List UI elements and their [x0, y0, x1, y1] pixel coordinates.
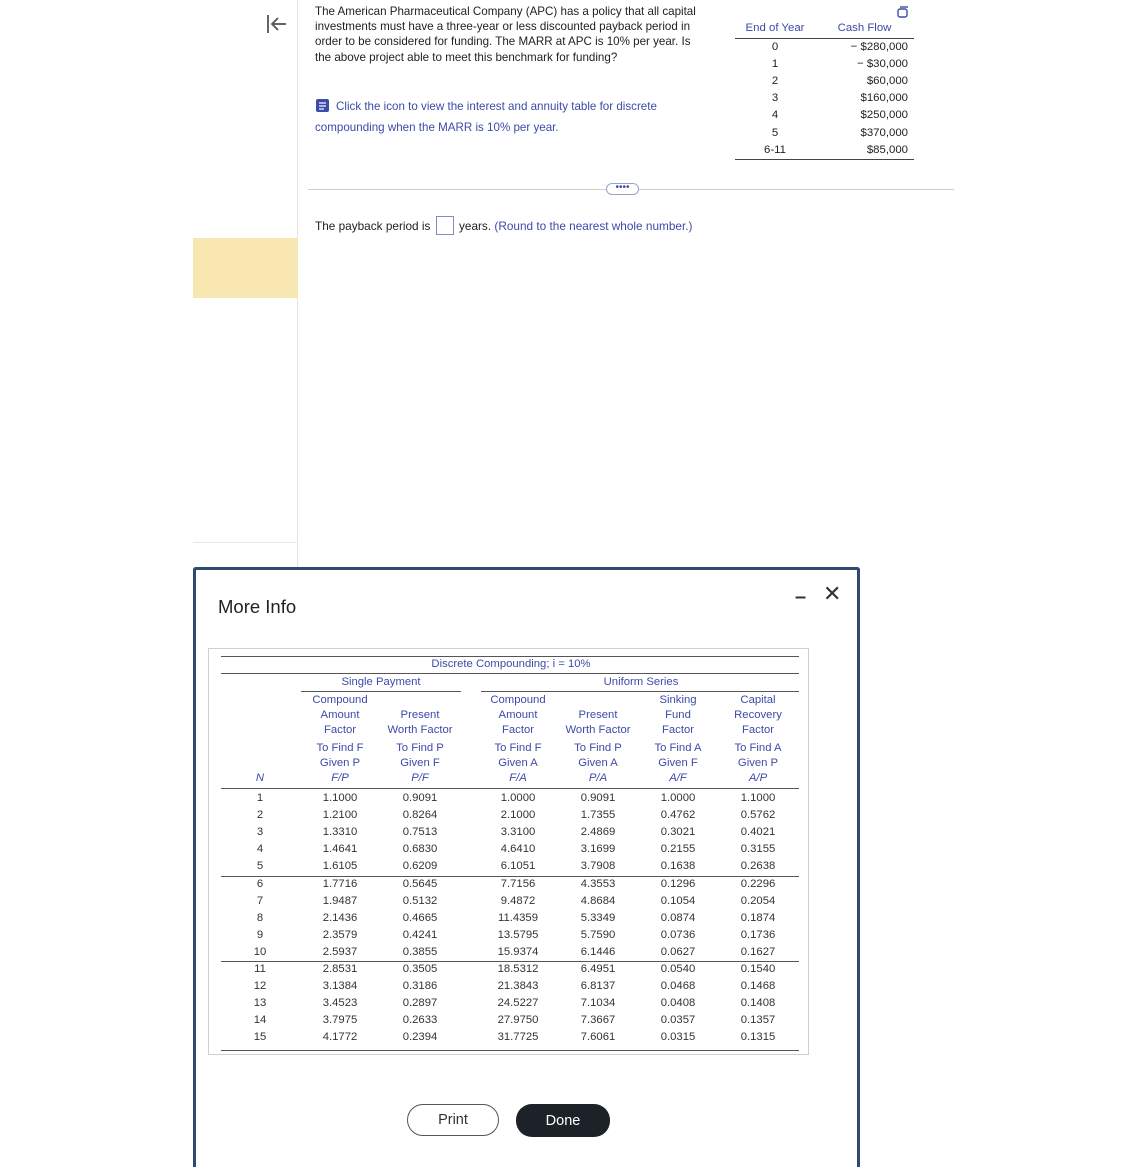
column-find: Given A	[498, 757, 538, 770]
table-cell: 0.1054	[660, 894, 696, 907]
table-cell: 7.7156	[500, 877, 536, 890]
table-cell: 3.4523	[322, 997, 358, 1010]
table-n-cell: 3	[256, 826, 264, 839]
answer-suffix: years.	[458, 219, 492, 233]
table-cell: 27.9750	[497, 1014, 539, 1027]
table-n-cell: 12	[253, 980, 267, 993]
cf-row	[735, 38, 914, 56]
column-name: Compound	[490, 694, 546, 706]
table-cell: 2.4869	[580, 826, 616, 839]
table-cell: 0.2394	[402, 1031, 438, 1044]
table-cell: 2.5937	[322, 945, 358, 958]
payback-period-input[interactable]	[436, 216, 454, 235]
table-cell: 6.8137	[580, 980, 616, 993]
table-cell: 0.0315	[660, 1031, 696, 1044]
cf-amount: $60,000	[866, 74, 908, 87]
group-uniform-series: Uniform Series	[603, 676, 679, 688]
collapse-left-icon[interactable]	[262, 10, 290, 38]
table-n-cell: 1	[256, 792, 264, 804]
table-cell: 0.9091	[402, 792, 438, 804]
column-name: Present	[400, 709, 440, 721]
answer-hint: (Round to the nearest whole number.)	[494, 219, 693, 233]
table-cell: 0.0736	[660, 928, 696, 941]
table-cell: 1.3310	[322, 826, 358, 839]
table-cell: 0.0874	[660, 911, 696, 924]
question-text: The American Pharmaceutical Company (APC) has a policy that all capital investments must have a three-year or less discounted payback period in order to be considered for funding. The MARR at APC is 10% per year. Is the above project able to meet this benchmark for funding?	[315, 5, 696, 64]
table-cell: 1.2100	[322, 809, 358, 822]
table-cell: 4.3553	[580, 877, 616, 890]
table-cell: 21.3843	[497, 980, 539, 993]
table-title: Discrete Compounding; i = 10%	[431, 658, 591, 670]
minimize-button[interactable]: –	[795, 586, 807, 608]
table-n-cell: 15	[253, 1031, 267, 1044]
column-find: Given F	[658, 757, 698, 770]
table-cell: 5.3349	[580, 911, 616, 924]
hint-text-line1: Click the icon to view the interest and annuity table for discrete	[336, 100, 657, 113]
table-cell: 0.1408	[740, 997, 776, 1010]
table-cell: 11.4359	[498, 911, 538, 924]
table-cell: 0.2897	[402, 997, 438, 1010]
table-cell: 0.3855	[402, 945, 438, 958]
table-cell: 0.6830	[402, 843, 438, 856]
table-cell: 0.5132	[402, 894, 438, 907]
header-rule	[221, 788, 799, 789]
table-cell: 2.8531	[322, 963, 358, 975]
print-button[interactable]: Print	[407, 1104, 499, 1136]
table-cell: 0.3186	[402, 980, 438, 993]
column-find: To Find P	[396, 742, 444, 754]
table-cell: 0.1627	[740, 945, 776, 958]
table-cell: 0.5762	[740, 809, 776, 822]
n-header: N	[255, 772, 265, 784]
table-cell: 5.7590	[580, 928, 616, 941]
table-cell: 0.1540	[740, 963, 776, 975]
table-cell: 7.1034	[580, 997, 616, 1010]
cf-amount: $250,000	[860, 109, 908, 122]
table-cell: 0.1736	[740, 928, 776, 941]
table-n-cell: 5	[256, 860, 264, 873]
answer-line	[315, 216, 692, 236]
column-name: Worth Factor	[565, 724, 631, 737]
column-find: To Find P	[574, 742, 622, 754]
column-name: Factor	[323, 724, 356, 737]
column-symbol: P/F	[411, 772, 429, 784]
column-name: Amount	[320, 709, 360, 722]
question-nav-highlight[interactable]	[193, 238, 298, 298]
table-n-cell: 9	[256, 928, 264, 941]
table-n-cell: 4	[256, 843, 264, 856]
column-find: Given A	[578, 757, 618, 770]
table-cell: 4.8684	[580, 894, 616, 907]
close-button[interactable]: ✕	[823, 581, 842, 606]
table-n-cell: 7	[256, 894, 264, 907]
hint-text-line2: compounding when the MARR is 10% per year.	[315, 121, 559, 134]
cf-row	[735, 90, 914, 107]
table-n-cell: 2	[256, 809, 264, 822]
column-symbol: A/P	[748, 772, 768, 784]
table-bottom-rule	[221, 1050, 799, 1051]
table-cell: 0.1874	[740, 911, 776, 924]
table-cell: 0.4762	[660, 809, 696, 822]
cf-amount: $160,000	[860, 92, 908, 105]
cf-amount: − $280,000	[850, 40, 908, 53]
column-name: Recovery	[734, 709, 782, 722]
cf-year: 6-11	[735, 142, 815, 160]
table-cell: 1.1000	[322, 792, 358, 804]
table-cell: 0.2638	[740, 860, 776, 873]
table-cell: 0.1638	[660, 860, 696, 873]
column-find: Given F	[400, 757, 440, 770]
column-symbol: P/A	[588, 772, 608, 784]
table-n-cell: 14	[253, 1014, 267, 1027]
column-symbol: F/P	[331, 772, 349, 784]
cf-row	[735, 73, 914, 90]
table-cell: 0.3155	[740, 843, 776, 856]
table-cell: 6.1446	[580, 945, 616, 958]
uniform-group-rule	[481, 691, 799, 692]
table-cell: 0.3505	[402, 963, 438, 975]
dialog-title: More Info	[218, 596, 297, 617]
table-cell: 4.1772	[322, 1031, 358, 1044]
cf-row	[735, 107, 914, 124]
column-name: Compound	[312, 694, 368, 706]
table-cell: 3.1384	[322, 980, 358, 993]
single-group-rule	[301, 691, 461, 692]
table-cell: 0.0627	[660, 945, 696, 958]
table-cell: 3.7975	[322, 1014, 358, 1027]
table-cell: 0.2054	[740, 894, 776, 907]
table-cell: 1.7716	[322, 877, 358, 890]
table-cell: 7.6061	[580, 1031, 616, 1044]
table-cell: 2.3579	[322, 928, 358, 941]
table-cell: 6.1051	[500, 860, 536, 873]
column-find: To Find A	[734, 742, 782, 754]
interest-table-link[interactable]	[315, 96, 715, 138]
group-single-payment: Single Payment	[341, 676, 421, 688]
table-cell: 0.1315	[740, 1031, 776, 1044]
column-symbol: A/F	[669, 772, 687, 784]
table-cell: 0.0408	[660, 997, 696, 1010]
left-rail-separator	[193, 542, 298, 543]
cf-year: 5	[771, 126, 779, 139]
table-cell: 6.4951	[580, 963, 616, 975]
cf-row	[735, 142, 914, 160]
table-cell: 15.9374	[497, 945, 539, 958]
cf-year: 0	[771, 40, 779, 53]
table-cell: 1.0000	[500, 792, 536, 804]
cash-flow-table	[735, 20, 914, 160]
cf-year: 2	[771, 74, 779, 87]
answer-prefix: The payback period is	[315, 219, 431, 233]
expand-more-button[interactable]: ••••	[606, 183, 639, 195]
table-cell: 0.3021	[660, 826, 696, 839]
cf-header-year: End of Year	[735, 20, 815, 38]
table-cell: 4.6410	[500, 843, 536, 856]
table-cell: 0.0468	[660, 980, 696, 993]
table-cell: 0.0540	[660, 963, 696, 975]
cf-year: 1	[771, 57, 779, 70]
table-cell: 1.7355	[580, 809, 616, 822]
table-cell: 1.0000	[660, 792, 696, 804]
table-cell: 18.5312	[497, 963, 539, 975]
table-cell: 0.8264	[402, 809, 438, 822]
column-name: Factor	[741, 724, 774, 737]
table-cell: 1.4641	[322, 843, 358, 856]
done-button[interactable]: Done	[516, 1104, 610, 1137]
table-cell: 31.7725	[497, 1031, 539, 1044]
book-icon[interactable]	[315, 98, 330, 113]
table-cell: 0.4665	[402, 911, 438, 924]
table-n-cell: 8	[256, 911, 264, 924]
column-name: Sinking	[659, 694, 697, 706]
table-cell: 0.7513	[402, 826, 438, 839]
table-cell: 7.3667	[580, 1014, 616, 1027]
table-cell: 9.4872	[500, 894, 536, 907]
title-rule	[221, 673, 799, 674]
table-cell: 2.1436	[322, 911, 358, 924]
cf-header-flow: Cash Flow	[815, 20, 914, 38]
cf-amount: $370,000	[860, 126, 908, 139]
copy-table-icon[interactable]	[896, 5, 910, 19]
table-cell: 0.9091	[580, 792, 616, 804]
column-find: To Find F	[316, 742, 364, 754]
table-cell: 0.2633	[402, 1014, 438, 1027]
column-name: Factor	[501, 724, 534, 737]
table-cell: 3.1699	[580, 843, 616, 856]
table-cell: 0.4241	[402, 928, 438, 941]
table-cell: 0.2155	[660, 843, 696, 856]
table-cell: 1.9487	[322, 894, 358, 907]
column-symbol: F/A	[509, 772, 527, 784]
table-cell: 3.3100	[500, 826, 536, 839]
table-cell: 2.1000	[500, 809, 536, 822]
table-cell: 1.1000	[740, 792, 776, 804]
column-name: Amount	[498, 709, 538, 722]
table-cell: 0.0357	[660, 1014, 696, 1027]
table-cell: 0.6209	[402, 860, 438, 873]
column-find: To Find A	[654, 742, 702, 754]
interest-table	[208, 648, 809, 1055]
column-name: Worth Factor	[387, 724, 453, 737]
column-name: Factor	[661, 724, 694, 737]
cf-amount: − $30,000	[857, 57, 908, 70]
table-n-cell: 11	[254, 963, 266, 975]
table-cell: 0.1468	[740, 980, 776, 993]
table-n-cell: 10	[253, 945, 267, 958]
table-cell: 0.1296	[660, 877, 696, 890]
column-name: Present	[578, 709, 618, 721]
cf-year: 3	[771, 92, 779, 105]
column-name: Fund	[665, 709, 691, 722]
column-find: Given P	[319, 757, 361, 770]
table-cell: 0.2296	[740, 877, 776, 890]
table-n-cell: 6	[256, 877, 264, 890]
table-cell: 24.5227	[497, 997, 539, 1010]
table-cell: 13.5795	[497, 928, 539, 941]
table-cell: 1.6105	[322, 860, 358, 873]
column-find: To Find F	[494, 742, 542, 754]
column-name: Capital	[740, 694, 776, 706]
cf-amount: $85,000	[815, 142, 914, 160]
cf-row	[735, 125, 914, 142]
cf-year: 4	[771, 109, 779, 122]
table-n-cell: 13	[253, 997, 267, 1010]
table-cell: 0.5645	[402, 877, 438, 890]
table-cell: 0.1357	[740, 1014, 776, 1027]
table-cell: 3.7908	[580, 860, 616, 873]
cf-row	[735, 56, 914, 73]
column-find: Given P	[737, 757, 779, 770]
table-cell: 0.4021	[740, 826, 776, 839]
